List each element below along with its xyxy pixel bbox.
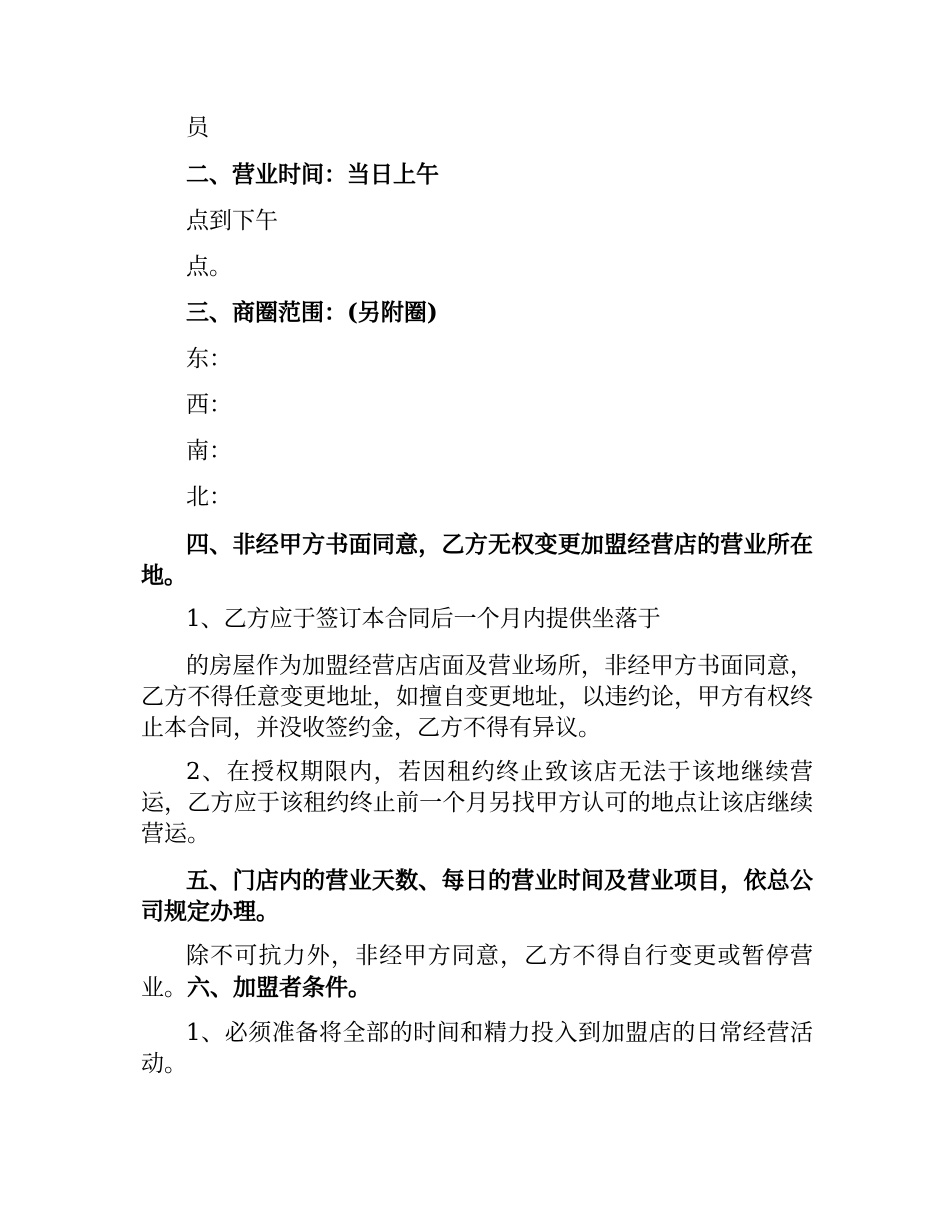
section-6-heading: 六、加盟者条件。: [187, 974, 371, 1001]
text-line-east: 东：: [186, 346, 232, 372]
section-4-item-1-body: 的房屋作为加盟经营店店面及营业场所，非经甲方书面同意，乙方不得任意变更地址，如擅自变更地址，以违约论，甲方有权终止本合同，并没收签约金，乙方不得有异议。: [141, 653, 813, 741]
section-5-body-text: 除不可抗力外，非经甲方同意，乙方不得自行变更或暂停营业。: [141, 943, 813, 1001]
text-line-west: 西：: [186, 392, 232, 418]
section-5-heading: 五、门店内的营业天数、每日的营业时间及营业项目，依总公司规定办理。: [141, 867, 813, 925]
text-line-afternoon: 点到下午: [186, 208, 278, 234]
section-4-item-1-start: 1、乙方应于签订本合同后一个月内提供坐落于: [186, 606, 661, 632]
section-2-heading: 二、营业时间：当日上午: [186, 161, 439, 188]
section-4-item-2: 2、在授权期限内，若因租约终止致该店无法于该地继续营运，乙方应于该租约终止前一个月另找甲方认可的地点让该店继续营运。: [141, 759, 813, 847]
text-line-north: 北：: [186, 484, 232, 510]
section-4-heading: 四、非经甲方书面同意，乙方无权变更加盟经营店的营业所在地。: [141, 531, 813, 589]
section-5-body: [141, 941, 813, 1004]
text-line-south: 南：: [186, 438, 232, 464]
section-6-item-1: 1、必须准备将全部的时间和精力投入到加盟店的日常经营活动。: [141, 1020, 813, 1077]
section-3-heading: 三、商圈范围：(另附圈): [186, 299, 438, 326]
text-line-staff: 员: [186, 115, 209, 141]
text-line-oclock: 点。: [186, 254, 232, 280]
